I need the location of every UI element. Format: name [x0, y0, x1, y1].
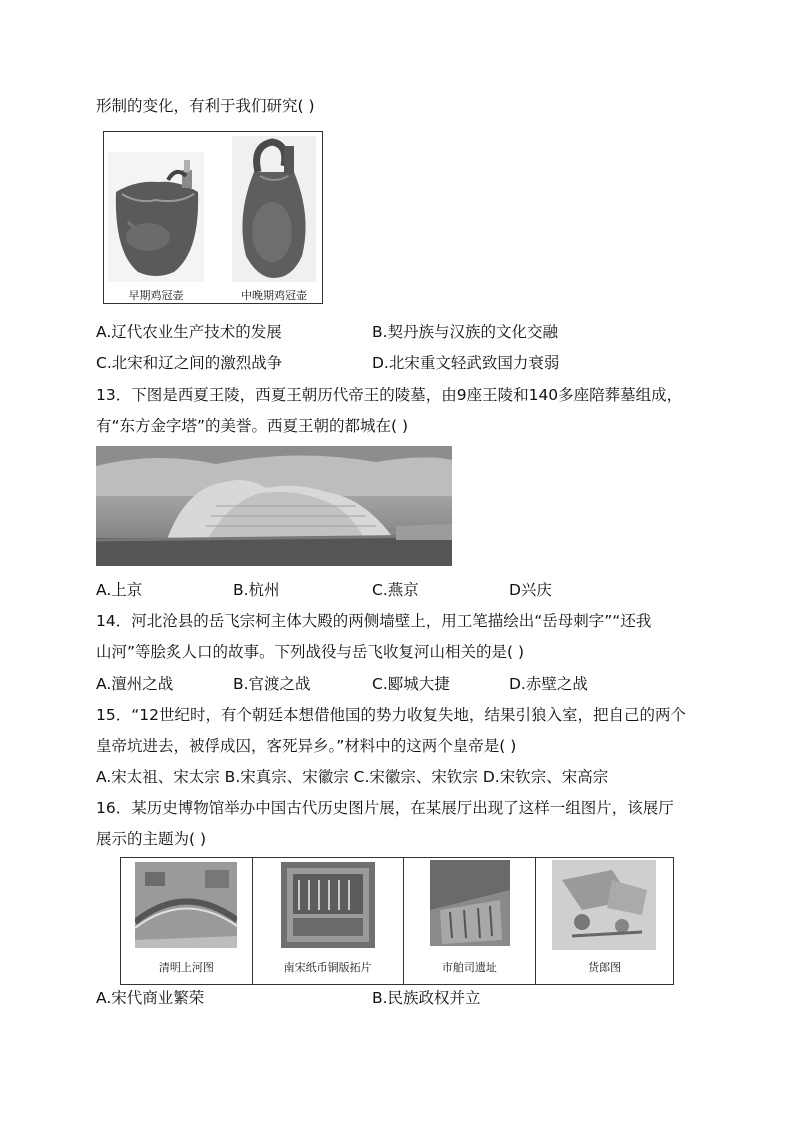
q14-option-d[interactable]: D.赤壁之战 [509, 675, 588, 693]
q12-figure [103, 131, 323, 304]
late-pot-caption: 中晚期鸡冠壶 [241, 289, 307, 302]
maritime-trade-office-site-image [430, 860, 510, 946]
q16-option-a[interactable]: A.宋代商业繁荣 [96, 989, 205, 1007]
q16-cell-paper-money [253, 858, 404, 984]
q13-stem-line2: 有“东方金字塔”的美誉。西夏王朝的都城在( ) [96, 417, 409, 435]
q15-stem-line1: 15．“12世纪时，有个朝廷本想借他国的势力收复失地，结果引狼入室，把自己的两个 [96, 706, 686, 724]
q16-stem-line1: 16．某历史博物馆举办中国古代历史图片展，在某展厅出现了这样一组图片，该展厅 [96, 799, 674, 817]
q12-option-b[interactable]: B.契丹族与汉族的文化交融 [372, 323, 559, 341]
qingming-scroll-image [135, 862, 237, 948]
q16-caption-4: 货郎图 [588, 961, 622, 974]
q13-option-a[interactable]: A.上京 [96, 581, 143, 599]
q16-caption-1: 清明上河图 [158, 961, 214, 974]
q14-stem-line2: 山河”等脍炙人口的故事。下列战役与岳飞收复河山相关的是( ) [96, 643, 525, 661]
late-chicken-crown-pot-image [232, 136, 316, 282]
western-xia-tombs-photo [96, 446, 452, 566]
q12-option-c[interactable]: C.北宋和辽之间的激烈战争 [96, 354, 283, 372]
q13-option-b[interactable]: B.杭州 [233, 581, 280, 599]
q15-options[interactable]: A.宋太祖、宋太宗 B.宋真宗、宋徽宗 C.宋徽宗、宋钦宗 D.宋钦宗、宋高宗 [96, 768, 609, 786]
q14-option-c[interactable]: C.郾城大捷 [372, 675, 450, 693]
q16-caption-3: 市舶司遗址 [441, 961, 497, 974]
q13-stem-line1: 13．下图是西夏王陵，西夏王朝历代帝王的陵墓，由9座王陵和140多座陪葬墓组成， [96, 386, 683, 404]
q13-option-d[interactable]: D兴庆 [509, 581, 552, 599]
q14-stem-line1: 14．河北沧县的岳飞宗柯主体大殿的两侧墙壁上，用工笔描绘出“岳母刺字”“还我 [96, 612, 652, 630]
q16-caption-2: 南宋纸币铜版拓片 [283, 961, 372, 974]
paper-money-rubbing-image [281, 862, 375, 948]
q12-option-a[interactable]: A.辽代农业生产技术的发展 [96, 323, 282, 341]
q16-cell-peddler [536, 858, 673, 984]
q13-option-c[interactable]: C.燕京 [372, 581, 419, 599]
peddler-painting-image [552, 860, 656, 950]
q16-cell-maritime-office [404, 858, 537, 984]
early-pot-caption: 早期鸡冠壶 [128, 289, 184, 302]
q12-stem-tail: 形制的变化，有利于我们研究( ) [96, 97, 315, 115]
q12-option-d[interactable]: D.北宋重文轻武致国力衰弱 [372, 354, 560, 372]
q14-option-a[interactable]: A.澶州之战 [96, 675, 174, 693]
q16-option-b[interactable]: B.民族政权并立 [372, 989, 481, 1007]
q16-image-table [120, 857, 674, 985]
early-chicken-crown-pot-image [108, 152, 204, 282]
q16-cell-qingming [121, 858, 253, 984]
q16-stem-line2: 展示的主题为( ) [96, 830, 207, 848]
q14-option-b[interactable]: B.官渡之战 [233, 675, 311, 693]
q15-stem-line2: 皇帝坑进去，被俘成囚，客死异乡。”材料中的这两个皇帝是( ) [96, 737, 517, 755]
